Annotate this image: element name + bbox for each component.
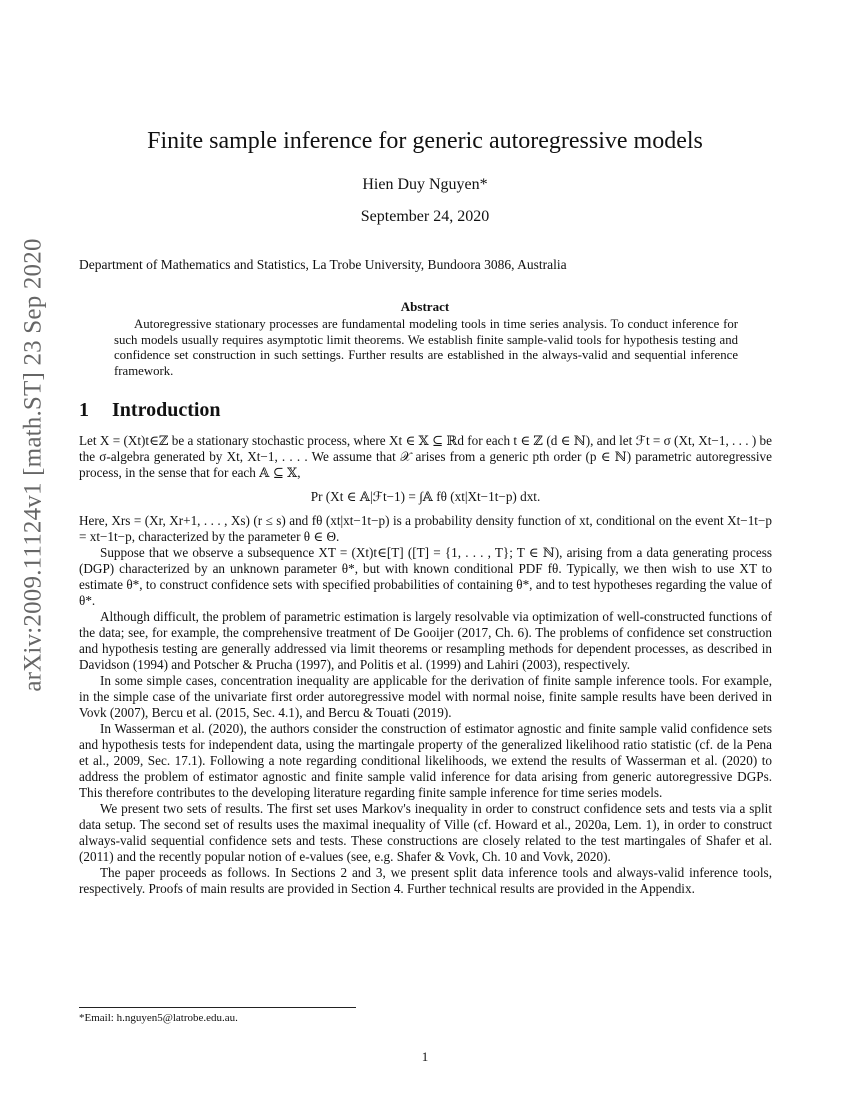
paragraph: Although difficult, the problem of parametric estimation is largely resolvable via optimization of well-constructed functions of the data; see, for example, the comprehensive treatment of De Gooijer (2017, Ch. 6). The problems of confidence set construction and hypothesis testing are generally addressed via limit theorems or resampling methods for dependent processes, as described in Davidson (1994) and Potscher & Prucha (1997), and Politis et al. (1999) and Lahiri (2003), respectively. — [79, 609, 772, 672]
abstract-heading: Abstract — [400, 299, 450, 314]
section-title: Introduction — [112, 399, 221, 421]
author-name: Hien Duy Nguyen* — [362, 176, 488, 193]
section-heading — [79, 399, 221, 422]
page-number: 1 — [421, 1049, 429, 1064]
paragraph: In Wasserman et al. (2020), the authors consider the construction of estimator agnostic and finite sample valid confidence sets and hypothesis tests for independent data, using the martingale property of the generalized likelihood ratio statistic (cf. de la Pena et al., 2009, Sec. 17.1). Following a note regarding conditional likelihoods, we extend the results of Wasserman et al. (2020) to address the problem of estimator agnostic and finite sample valid inference for data arising from generic autoregressive DGPs. This therefore contributes to the developing literature regarding finite sample inference for time series models. — [79, 721, 772, 800]
arxiv-id: arXiv:2009.11124v1 [math.ST] 23 Sep 2020 — [20, 238, 48, 692]
abstract-text: Autoregressive stationary processes are fundamental modeling tools in time series analysis. To conduct inference for such models usually requires asymptotic limit theorems. We establish finite sample-valid tools for hypothesis testing and confidence set construction in such settings. Further results are established in the always-valid and sequential inference framework. — [114, 317, 738, 378]
body-text — [79, 433, 772, 897]
paragraph: Here, Xrs = (Xr, Xr+1, . . . , Xs) (r ≤ s) and fθ (xt|xt−1t−p) is a probability density function of xt, conditional on the event Xt−1t−p = xt−1t−p, characterized by the parameter θ ∈ Θ. — [79, 513, 772, 544]
paragraph: Suppose that we observe a subsequence XT = (Xt)t∈[T] ([T] = {1, . . . , T}; T ∈ ℕ), arising from a data generating process (DGP) characterized by an unknown parameter θ*, but with known conditional PDF fθ. Typically, we then wish to use XT to estimate θ*, to construct confidence sets with specified probabilities of containing θ*, and to test hypotheses regarding the value of θ*. — [79, 545, 772, 608]
paragraph: We present two sets of results. The first set uses Markov's inequality in order to construct confidence sets and tests via a split data setup. The second set of results uses the maximal inequality of Ville (cf. Howard et al., 2020a, Lem. 1), in order to construct always-valid sequential confidence sets and tests. These constructions are closely related to the test martingales of Shafer et al. (2011) and the recently popular notion of e-values (see, e.g. Shafer & Vovk, Ch. 10 and Vovk, 2020). — [79, 801, 772, 864]
footnote: *Email: h.nguyen5@latrobe.edu.au. — [79, 1012, 238, 1024]
section-number: 1 — [79, 399, 89, 421]
paper-title: Finite sample inference for generic autoregressive models — [147, 128, 703, 154]
paragraph: In some simple cases, concentration inequality are applicable for the derivation of finite sample inference tools. For example, in the simple case of the univariate first order autoregressive model with normal noise, finite sample results have been derived in Vovk (2007), Bercu et al. (2015, Sec. 4.1), and Bercu & Touati (2019). — [79, 673, 772, 720]
footnote-rule — [79, 1007, 356, 1008]
affiliation: Department of Mathematics and Statistics, La Trobe University, Bundoora 3086, Australia — [79, 257, 567, 272]
publication-date: September 24, 2020 — [360, 208, 490, 225]
display-equation: Pr (Xt ∈ 𝔸|ℱt−1) = ∫𝔸 fθ (xt|Xt−1t−p) dxt. — [310, 489, 541, 504]
paragraph: The paper proceeds as follows. In Sections 2 and 3, we present split data inference tools and always-valid inference tools, respectively. Proofs of main results are provided in Section 4. Further technical results are provided in the Appendix. — [79, 865, 772, 896]
paragraph: Let X = (Xt)t∈ℤ be a stationary stochastic process, where Xt ∈ 𝕏 ⊆ ℝd for each t ∈ ℤ (d ∈ ℕ), and let ℱt = σ (Xt, Xt−1, . . . ) be the σ-algebra generated by Xt, Xt−1, . . . . We assume that 𝒳 arises from a generic pth order (p ∈ ℕ) parametric autoregressive process, in the sense that for each 𝔸 ⊆ 𝕏, — [79, 433, 772, 480]
